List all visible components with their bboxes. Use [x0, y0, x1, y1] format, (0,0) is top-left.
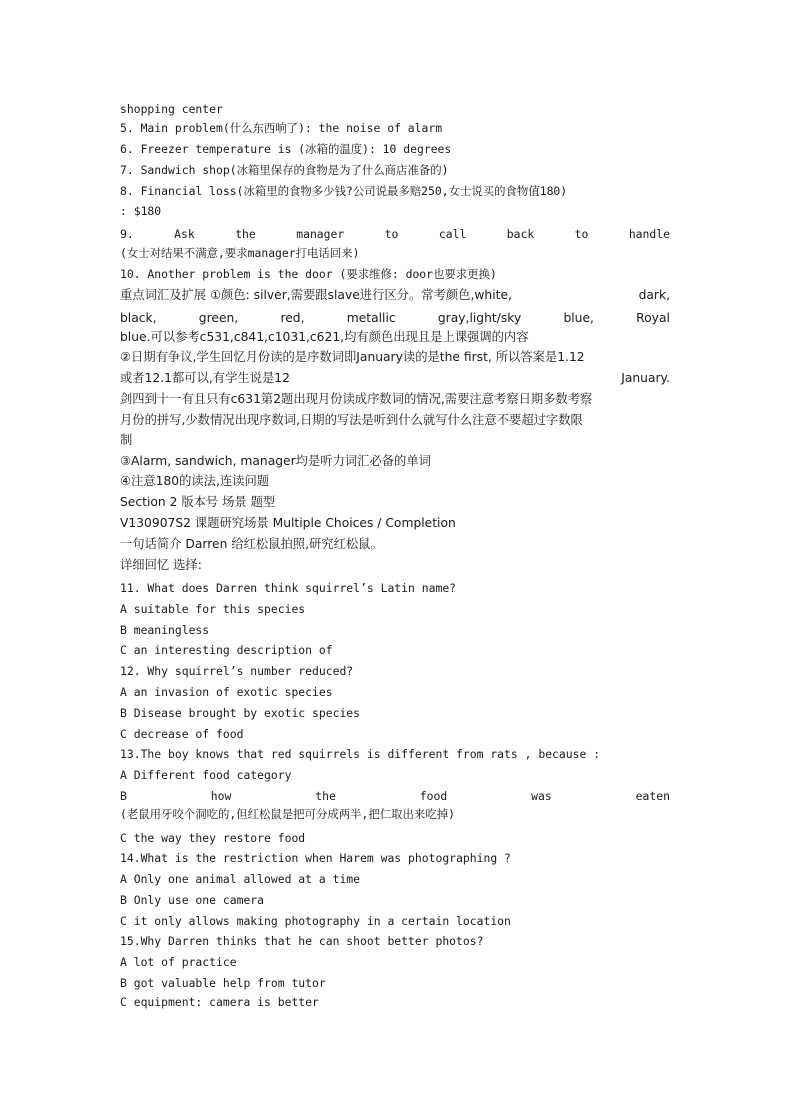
- answer-option: A Different food category: [120, 768, 292, 782]
- text-line: ②日期有争议,学生回忆月份读的是序数词即January读的是the first, 所以答案是1.12: [120, 350, 585, 364]
- word: B: [120, 789, 127, 803]
- word: manager: [296, 227, 345, 241]
- answer-option: C an interesting description of: [120, 643, 333, 657]
- word: back: [506, 227, 535, 241]
- word: dark,: [638, 288, 670, 302]
- word: metallic: [346, 311, 396, 325]
- word: red,: [280, 311, 305, 325]
- question-title: 13.The boy knows that red squirrels is different from rats , because :: [120, 747, 601, 761]
- word: black,: [120, 311, 157, 325]
- question-title: 14.What is the restriction when Harem was photographing ?: [120, 851, 511, 865]
- question-title: 15.Why Darren thinks that he can shoot better photos?: [120, 934, 484, 948]
- text-line-justified: [120, 310, 670, 326]
- text-line: ④注意180的读法,连读问题: [120, 474, 270, 488]
- answer-option: A an invasion of exotic species: [120, 685, 333, 699]
- answer-option: C decrease of food: [120, 727, 244, 741]
- text-line: 一句话简介 Darren 给红松鼠拍照,研究红松鼠。: [120, 537, 383, 551]
- text-line-justified: [120, 226, 670, 242]
- word: call: [438, 227, 467, 241]
- text-line: 5. Main problem(什么东西响了): the noise of alarm: [120, 121, 443, 135]
- word: blue,: [563, 311, 594, 325]
- text-line: Section 2 版本号 场景 题型: [120, 495, 276, 509]
- text-line: 剑四到十一有且只有c631第2题出现月份读成序数词的情况,需要注意考察日期多数考察: [120, 392, 593, 406]
- word: was: [531, 789, 552, 803]
- text-line: 6. Freezer temperature is (冰箱的温度): 10 degrees: [120, 142, 452, 156]
- answer-option: A lot of practice: [120, 955, 237, 969]
- answer-option: A suitable for this species: [120, 602, 306, 616]
- answer-option: B got valuable help from tutor: [120, 976, 326, 990]
- text-line: shopping center: [120, 102, 223, 116]
- text-line: 7. Sandwich shop(冰箱里保存的食物是为了什么商店准备的): [120, 163, 449, 177]
- text-line-justified: [120, 287, 670, 303]
- text-line: V130907S2 课题研究场景 Multiple Choices / Completion: [120, 516, 456, 530]
- question-title: 12. Why squirrel’s number reduced?: [120, 664, 354, 678]
- text-line: (老鼠用牙咬个洞吃的,但红松鼠是把可分成两半,把仁取出来吃掉): [120, 807, 455, 821]
- word: Royal: [636, 311, 670, 325]
- answer-option: C the way they restore food: [120, 831, 306, 845]
- word: food: [419, 789, 448, 803]
- word: how: [210, 789, 232, 803]
- text-line: 制: [120, 433, 133, 447]
- text-line: 详细回忆 选择:: [120, 558, 202, 572]
- answer-option: B Disease brought by exotic species: [120, 706, 361, 720]
- word: to: [384, 227, 399, 241]
- text-line: 月份的拼写,少数情况出现序数词,日期的写法是听到什么就写什么注意不要超过字数限: [120, 413, 583, 427]
- answer-option: A Only one animal allowed at a time: [120, 872, 361, 886]
- answer-option: C equipment: camera is better: [120, 995, 319, 1009]
- word: green,: [198, 311, 239, 325]
- word: 重点词汇及扩展 ①颜色: silver,需要跟slave进行区分。常考颜色,white,: [120, 288, 512, 302]
- word: handle: [628, 227, 670, 241]
- text-line: blue.可以参考c531,c841,c1031,c621,均有颜色出现且是上课强调的内容: [120, 330, 529, 344]
- word: the: [235, 227, 256, 241]
- question-title: 11. What does Darren think squirrel’s Latin name?: [120, 581, 457, 595]
- text-line: 10. Another problem is the door (要求维修: door也要求更换): [120, 267, 497, 281]
- text-line: 8. Financial loss(冰箱里的食物多少钱?公司说最多赔250,女士说买的食物值180): [120, 184, 568, 198]
- word: January.: [621, 371, 670, 385]
- answer-option: B meaningless: [120, 623, 210, 637]
- answer-option: B Only use one camera: [120, 893, 265, 907]
- answer-option-justified: [120, 788, 670, 804]
- text-line-justified: [120, 370, 670, 386]
- word: 或者12.1都可以,有学生说是12: [120, 371, 290, 385]
- word: eaten: [635, 789, 670, 803]
- answer-option: C it only allows making photography in a certain location: [120, 914, 511, 928]
- word: the: [315, 789, 336, 803]
- word: 9.: [120, 227, 134, 241]
- word: Ask: [174, 227, 195, 241]
- word: to: [574, 227, 589, 241]
- text-line: : $180: [120, 204, 162, 218]
- word: gray,light/sky: [437, 311, 522, 325]
- text-line: (女士对结果不满意,要求manager打电话回来): [120, 246, 360, 260]
- text-line: ③Alarm, sandwich, manager均是听力词汇必备的单词: [120, 454, 431, 468]
